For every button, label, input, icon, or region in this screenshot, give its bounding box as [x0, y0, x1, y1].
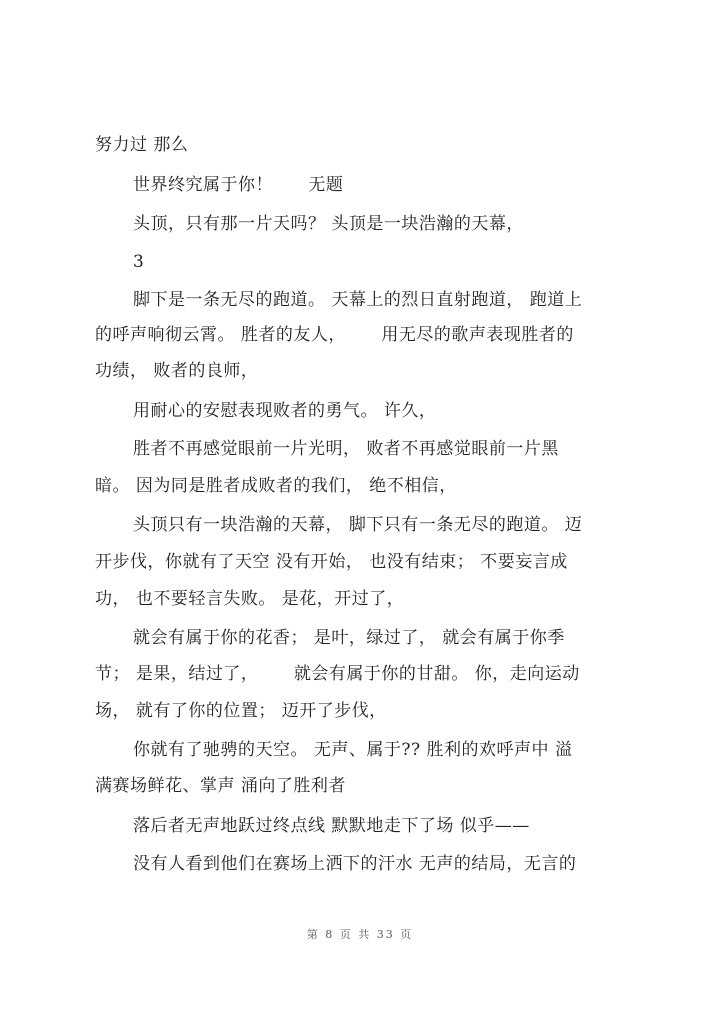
text-line: 头顶只有一块浩瀚的天幕， 脚下只有一条无尽的跑道。 迈 [133, 515, 583, 535]
text-line: 落后者无声地跃过终点线 默默地走下了场 似乎—— [133, 816, 530, 836]
text-line: 的呼声响彻云霄。 胜者的友人， 用无尽的歌声表现胜者的 [95, 325, 574, 345]
text-line: 头顶，只有那一片天吗？ 头顶是一块浩瀚的天幕， [133, 214, 524, 234]
text-line: 脚下是一条无尽的跑道。 天幕上的烈日直射跑道， 跑道上 [133, 290, 583, 310]
text-line: 胜者不再感觉眼前一片光明， 败者不再感觉眼前一片黑 [133, 439, 559, 459]
text-line: 你就有了驰骋的天空。 无声、属于?? 胜利的欢呼声中 溢 [133, 740, 573, 760]
text-line: 场， 就有了你的位置； 迈开了步伐， [95, 701, 387, 721]
text-line: 世界终究属于你！ 无题 [133, 175, 344, 195]
text-line: 努力过 那么 [95, 135, 189, 155]
text-line: 没有人看到他们在赛场上洒下的汗水 无声的结局，无言的 [133, 854, 577, 874]
text-line: 满赛场鲜花、掌声 涌向了胜利者 [95, 776, 346, 796]
text-line: 功绩， 败者的良师， [95, 361, 259, 381]
text-line: 开步伐，你就有了天空 没有开始， 也没有结束； 不要妄言成 [95, 552, 568, 572]
text-line: 暗。 因为同是胜者成败者的我们， 绝不相信， [95, 476, 457, 496]
page-number-footer: 第 8 页 共 33 页 [306, 928, 414, 941]
text-line: 用耐心的安慰表现败者的勇气。 许久， [133, 401, 437, 421]
text-line: 功， 也不要轻言失败。 是花，开过了， [95, 589, 405, 609]
text-line: 3 [133, 252, 145, 272]
text-line: 节； 是果，结过了， 就会有属于你的甘甜。 你，走向运动 [95, 664, 580, 684]
text-line: 就会有属于你的花香； 是叶，绿过了， 就会有属于你季 [133, 628, 565, 648]
